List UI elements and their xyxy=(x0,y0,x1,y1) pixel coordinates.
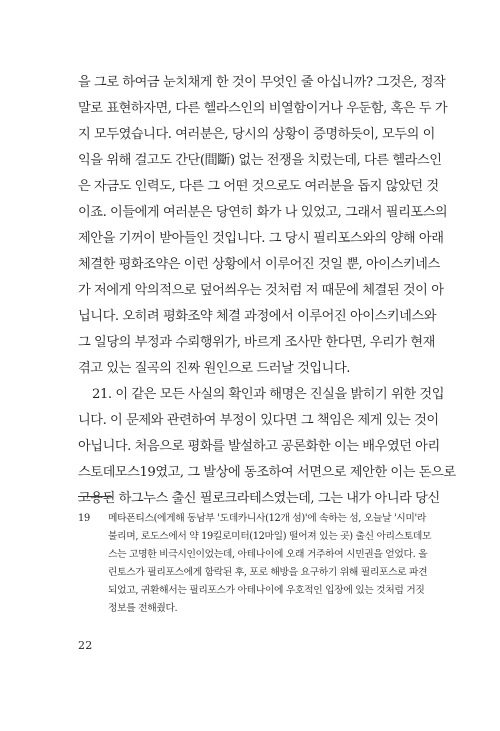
body-line: 을 그로 하여금 눈치채게 한 것이 무엇인 줄 아십니까? 그것은, 정작 xyxy=(78,75,446,90)
body-line: 말로 표현하자면, 다른 헬라스인의 비열함이거나 우둔함, 혹은 두 가 xyxy=(78,101,448,116)
footnote-line: 린토스가 필리포스에게 함락된 후, 포로 해방을 요구하기 위해 필리포스로 파견 xyxy=(108,567,428,578)
footnote-line: 불리며, 로도스에서 약 19킬로미터(12마일) 떨어져 있는 곳) 출신 아리스토데모 xyxy=(108,531,432,542)
body-line: 이죠. 이들에게 여러분은 당연히 화가 나 있었고, 그래서 필리포스의 xyxy=(78,205,448,220)
page-number: 22 xyxy=(78,639,93,652)
body-line: 아닙니다. 처음으로 평화를 발설하고 공론화한 이는 배우였던 아리 xyxy=(78,439,440,454)
footnote-line: 스는 고명한 비극시인이었는데, 아테나이에 오래 거주하여 시민권을 얻었다. 올 xyxy=(108,549,428,560)
body-line: 니다. 이 문제와 관련하여 부정이 있다면 그 책임은 제게 있는 것이 xyxy=(78,413,439,428)
body-line: 익을 위해 걸고도 간단(間斷) 없는 전쟁을 치렀는데, 다른 헬라스인 xyxy=(78,153,442,168)
body-line: 겪고 있는 질곡의 진짜 원인으로 드러날 것입니다. xyxy=(78,361,350,376)
body-line: 제안을 기꺼이 받아들인 것입니다. 그 당시 필리포스와의 양해 아래 xyxy=(78,231,444,246)
body-line: 지 모두였습니다. 여러분은, 당시의 상황이 증명하듯이, 모두의 이 xyxy=(78,127,435,142)
footnote-divider xyxy=(78,496,112,497)
body-line: 은 자금도 인력도, 다른 그 어떤 것으로도 여러분을 돕지 않았던 것 xyxy=(78,179,439,194)
body-line: 닙니다. 오히려 평화조약 체결 과정에서 이루어진 아이스키네스와 xyxy=(78,309,436,324)
footnote-line: 정보를 전해줬다. xyxy=(108,603,178,614)
body-line: 체결한 평화조약은 이런 상황에서 이루어진 것일 뿐, 아이스키네스 xyxy=(78,257,440,272)
body-line: 스토데모스19였고, 그 발상에 동조하여 서면으로 제안한 이는 돈으로 xyxy=(78,465,456,480)
section-21-start: 21. 이 같은 모든 사실의 확인과 해명은 진실을 밝히기 위한 것입 xyxy=(92,387,444,402)
body-line: 가 저에게 악의적으로 덮어씌우는 것처럼 저 때문에 체결된 것이 아 xyxy=(78,283,444,298)
footnote-line: 메타폰티스(에게해 동남부 '도데카니사(12개 섬)'에 속하는 섬, 오늘날 '시미'라 xyxy=(108,513,426,524)
footnote-number: 19 xyxy=(78,513,91,524)
body-line: 고용된 하그누스 출신 필로크라테스였는데, 그는 내가 아니라 당신 xyxy=(78,491,440,506)
body-line: 그 일당의 부정과 수뢰행위가, 바르게 조사만 한다면, 우리가 현재 xyxy=(78,335,435,350)
footnote-line: 되었고, 귀환해서는 필리포스가 아테나이에 우호적인 입장에 있는 것처럼 거짓 xyxy=(108,585,425,596)
footnote-text xyxy=(108,510,432,618)
main-text xyxy=(78,70,456,512)
